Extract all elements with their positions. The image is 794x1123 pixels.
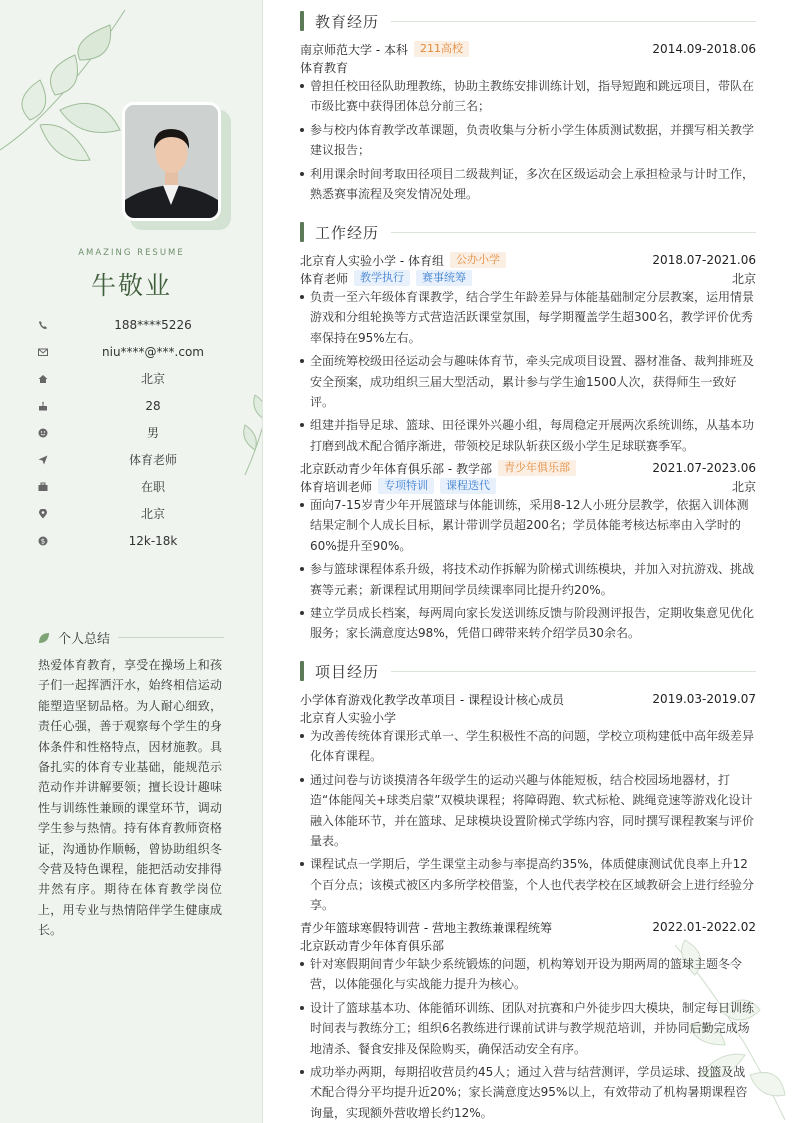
age-value: 28 <box>145 398 161 413</box>
list-item: 参与篮球课程体系升级，将技术动作拆解为阶梯式训练模块，并加入对抗游戏、挑战赛等元素；新课程试用期间学员续课率同比提升约20%。 <box>300 559 756 600</box>
section-title-education: 教育经历 <box>315 12 380 31</box>
status-value: 在职 <box>140 480 165 494</box>
info-row-salary <box>38 527 238 554</box>
work-2-tag: 专项特训 <box>378 478 434 494</box>
svg-text:$: $ <box>40 537 46 545</box>
project-1-date: 2019.03-2019.07 <box>652 692 756 706</box>
work-1-header-row <box>300 251 756 269</box>
education-badge: 211高校 <box>414 41 469 57</box>
work-2-city: 北京 <box>731 479 756 494</box>
work-2-badge: 青少年俱乐部 <box>498 460 576 476</box>
summary-header <box>38 628 224 647</box>
hometown-value: 北京 <box>140 372 165 386</box>
list-item: 利用课余时间考取田径项目二级裁判证，多次在区级运动会上承担检录与计时工作，熟悉赛事流程及突发情况处理。 <box>300 164 756 205</box>
list-item: 组建并指导足球、篮球、田径课外兴趣小组，每周稳定开展两次系统训练，从基本功打磨到战术配合循序渐进，带领校足球队斩获区级小学生足球联赛季军。 <box>300 415 756 456</box>
education-school: 南京师范大学 - 本科 <box>300 42 408 57</box>
info-row-gender <box>38 419 238 446</box>
project-1-org: 北京育人实验小学 <box>300 710 397 725</box>
summary-divider <box>118 637 224 638</box>
info-row-age <box>38 392 238 419</box>
email-value: niu****@***.com <box>102 344 204 359</box>
section-header-projects <box>300 661 756 681</box>
summary-title: 个人总结 <box>58 632 111 647</box>
section-divider <box>391 232 756 233</box>
section-header-education <box>300 11 756 31</box>
avatar <box>122 102 221 221</box>
list-item: 成功举办两期，每期招收营员约45人；通过入营与结营测评，学员运球、投篮及战术配合得分平均提升近20%；家长满意度达95%以上，有效带动了机构暑期课程咨询量，实现额外营收增长约12%。 <box>300 1062 756 1123</box>
work-1-date: 2018.07-2021.06 <box>652 253 756 267</box>
candidate-name: 牛敬业 <box>90 271 172 300</box>
list-item: 针对寒假期间青少年缺少系统锻炼的问题，机构筹划开设为期两周的篮球主题冬令营，以体能强化与实战能力提升为核心。 <box>300 954 756 995</box>
sidebar <box>0 0 263 1123</box>
section-accent-bar <box>300 222 304 242</box>
work-2-header-row <box>300 459 756 477</box>
work-1-badge: 公办小学 <box>450 252 506 268</box>
section-divider <box>391 21 756 22</box>
list-item: 全面统筹校级田径运动会与趣味体育节，牵头完成项目设置、器材准备、裁判排班及安全预案，成功组织三届大型活动，累计参与学生逾1500人次，获得师生一致好评。 <box>300 351 756 412</box>
leaf-decoration-icon <box>0 0 140 170</box>
info-row-home <box>38 365 238 392</box>
work-1-role-row <box>300 269 756 287</box>
education-major: 体育教育 <box>300 60 349 75</box>
list-item: 建立学员成长档案，每两周向家长发送训练反馈与阶段测评报告，定期收集意见优化服务；家长满意度达98%，凭借口碑带来转介绍学员30余名。 <box>300 603 756 644</box>
list-item: 面向7-15岁青少年开展篮球与体能训练，采用8-12人小班分层教学，依据入训体测结果定制个人成长目标，累计带训学员超200名；学员体能考核达标率由入学时的60%提升至90%。 <box>300 495 756 556</box>
project-2-name: 青少年篮球寒假特训营 - 营地主教练兼课程统筹 <box>300 920 552 935</box>
contact-info-list <box>38 311 238 554</box>
project-1-bullets <box>300 726 756 919</box>
section-accent-bar <box>300 11 304 31</box>
project-1-org-row <box>300 708 756 726</box>
list-item: 课程试点一学期后，学生课堂主动参与率提高约35%，体质健康测试优良率上升12个百分点；该模式被区内多所学校借鉴，个人也代表学校在区域教研会上进行经验分享。 <box>300 854 756 915</box>
position-value: 体育老师 <box>128 453 177 467</box>
list-item: 负责一至六年级体育课教学，结合学生年龄差异与体能基础制定分层教案，运用情景游戏和分组轮换等方式营造活跃课堂氛围，每学期覆盖学生超300名，教学评价优秀率保持在95%左右。 <box>300 287 756 348</box>
list-item: 曾担任校田径队助理教练，协助主教练安排训练计划，指导短跑和跳远项目，带队在市级比赛中获得团体总分前三名； <box>300 76 756 117</box>
section-title-projects: 项目经历 <box>315 662 380 681</box>
work-2-role-row <box>300 477 756 495</box>
education-date: 2014.09-2018.06 <box>652 42 756 56</box>
list-item: 通过问卷与访谈摸清各年级学生的运动兴趣与体能短板，结合校园场地器材，打造“体能闯关+球类启蒙”双模块课程；将障碍跑、软式标枪、跳绳竞速等游戏化设计融入体能环节，并在篮球、足球模块设置阶梯式学练内容，同时撰写课程教案与评价量表。 <box>300 770 756 852</box>
project-2-bullets <box>300 954 756 1123</box>
project-1-name: 小学体育游戏化教学改革项目 - 课程设计核心成员 <box>300 692 564 707</box>
info-row-phone <box>38 311 238 338</box>
salary-value: 12k-18k <box>128 533 178 548</box>
work-2-bullets <box>300 495 756 647</box>
work-1-org: 北京育人实验小学 - 体育组 <box>300 253 444 268</box>
section-divider <box>391 671 756 672</box>
work-2-role: 体育培训老师 <box>300 479 373 494</box>
project-2-date: 2022.01-2022.02 <box>652 920 756 934</box>
gender-value: 男 <box>146 426 159 440</box>
resume-tagline: AMAZING RESUME <box>78 248 185 258</box>
summary-text: 热爱体育教育，享受在操场上和孩子们一起挥洒汗水，始终相信运动能塑造坚韧品格。为人耐心细致，责任心强，善于观察每个学生的身体条件和性格特点，因材施教。具备扎实的体育专业基础，能规范示范动作并讲解要领；擅长设计趣味性与训练性兼顾的课堂环节，调动学生参与热情。持有体育教师资格证，沟通协作顺畅，曾协助组织冬令营及特色课程，能把活动安排得井然有序。期待在体育教学岗位上，用专业与热情陪伴学生健康成长。 <box>38 658 222 938</box>
info-row-email <box>38 338 238 365</box>
work-2-date: 2021.07-2023.06 <box>652 461 756 475</box>
leaf-icon <box>38 632 50 644</box>
project-2-org-row <box>300 936 756 954</box>
work-1-city: 北京 <box>731 271 756 286</box>
project-2-org: 北京跃动青少年体育俱乐部 <box>300 938 445 953</box>
section-header-work <box>300 222 756 242</box>
project-1-header-row <box>300 690 756 708</box>
list-item: 设计了篮球基本功、体能循环训练、团队对抗赛和户外徒步四大模块，制定每日训练时间表与教练分工；组织6名教练进行课前试讲与教学规范培训，并协同后勤完成场地清杀、餐食安排及保险购买，确保活动安全有序。 <box>300 998 756 1059</box>
work-2-org: 北京跃动青少年体育俱乐部 - 教学部 <box>300 461 492 476</box>
education-major-row <box>300 58 756 76</box>
work-1-bullets <box>300 287 756 459</box>
info-row-status <box>38 473 238 500</box>
work-1-role: 体育老师 <box>300 271 349 286</box>
education-bullets <box>300 76 756 207</box>
work-1-tag: 教学执行 <box>354 270 410 286</box>
section-title-work: 工作经历 <box>315 223 380 242</box>
list-item: 参与校内体育教学改革课题，负责收集与分析小学生体质测试数据，并撰写相关教学建议报告； <box>300 120 756 161</box>
list-item: 为改善传统体育课形式单一、学生积极性不高的问题，学校立项构建低中高年级差异化体育课程。 <box>300 726 756 767</box>
project-2-header-row <box>300 918 756 936</box>
phone-value: 188****5226 <box>114 317 192 332</box>
info-row-location <box>38 500 238 527</box>
education-header-row <box>300 40 756 58</box>
info-row-position <box>38 446 238 473</box>
work-2-tag: 课程迭代 <box>440 478 496 494</box>
location-value: 北京 <box>140 507 165 521</box>
work-1-tag: 赛事统筹 <box>416 270 472 286</box>
section-accent-bar <box>300 661 304 681</box>
